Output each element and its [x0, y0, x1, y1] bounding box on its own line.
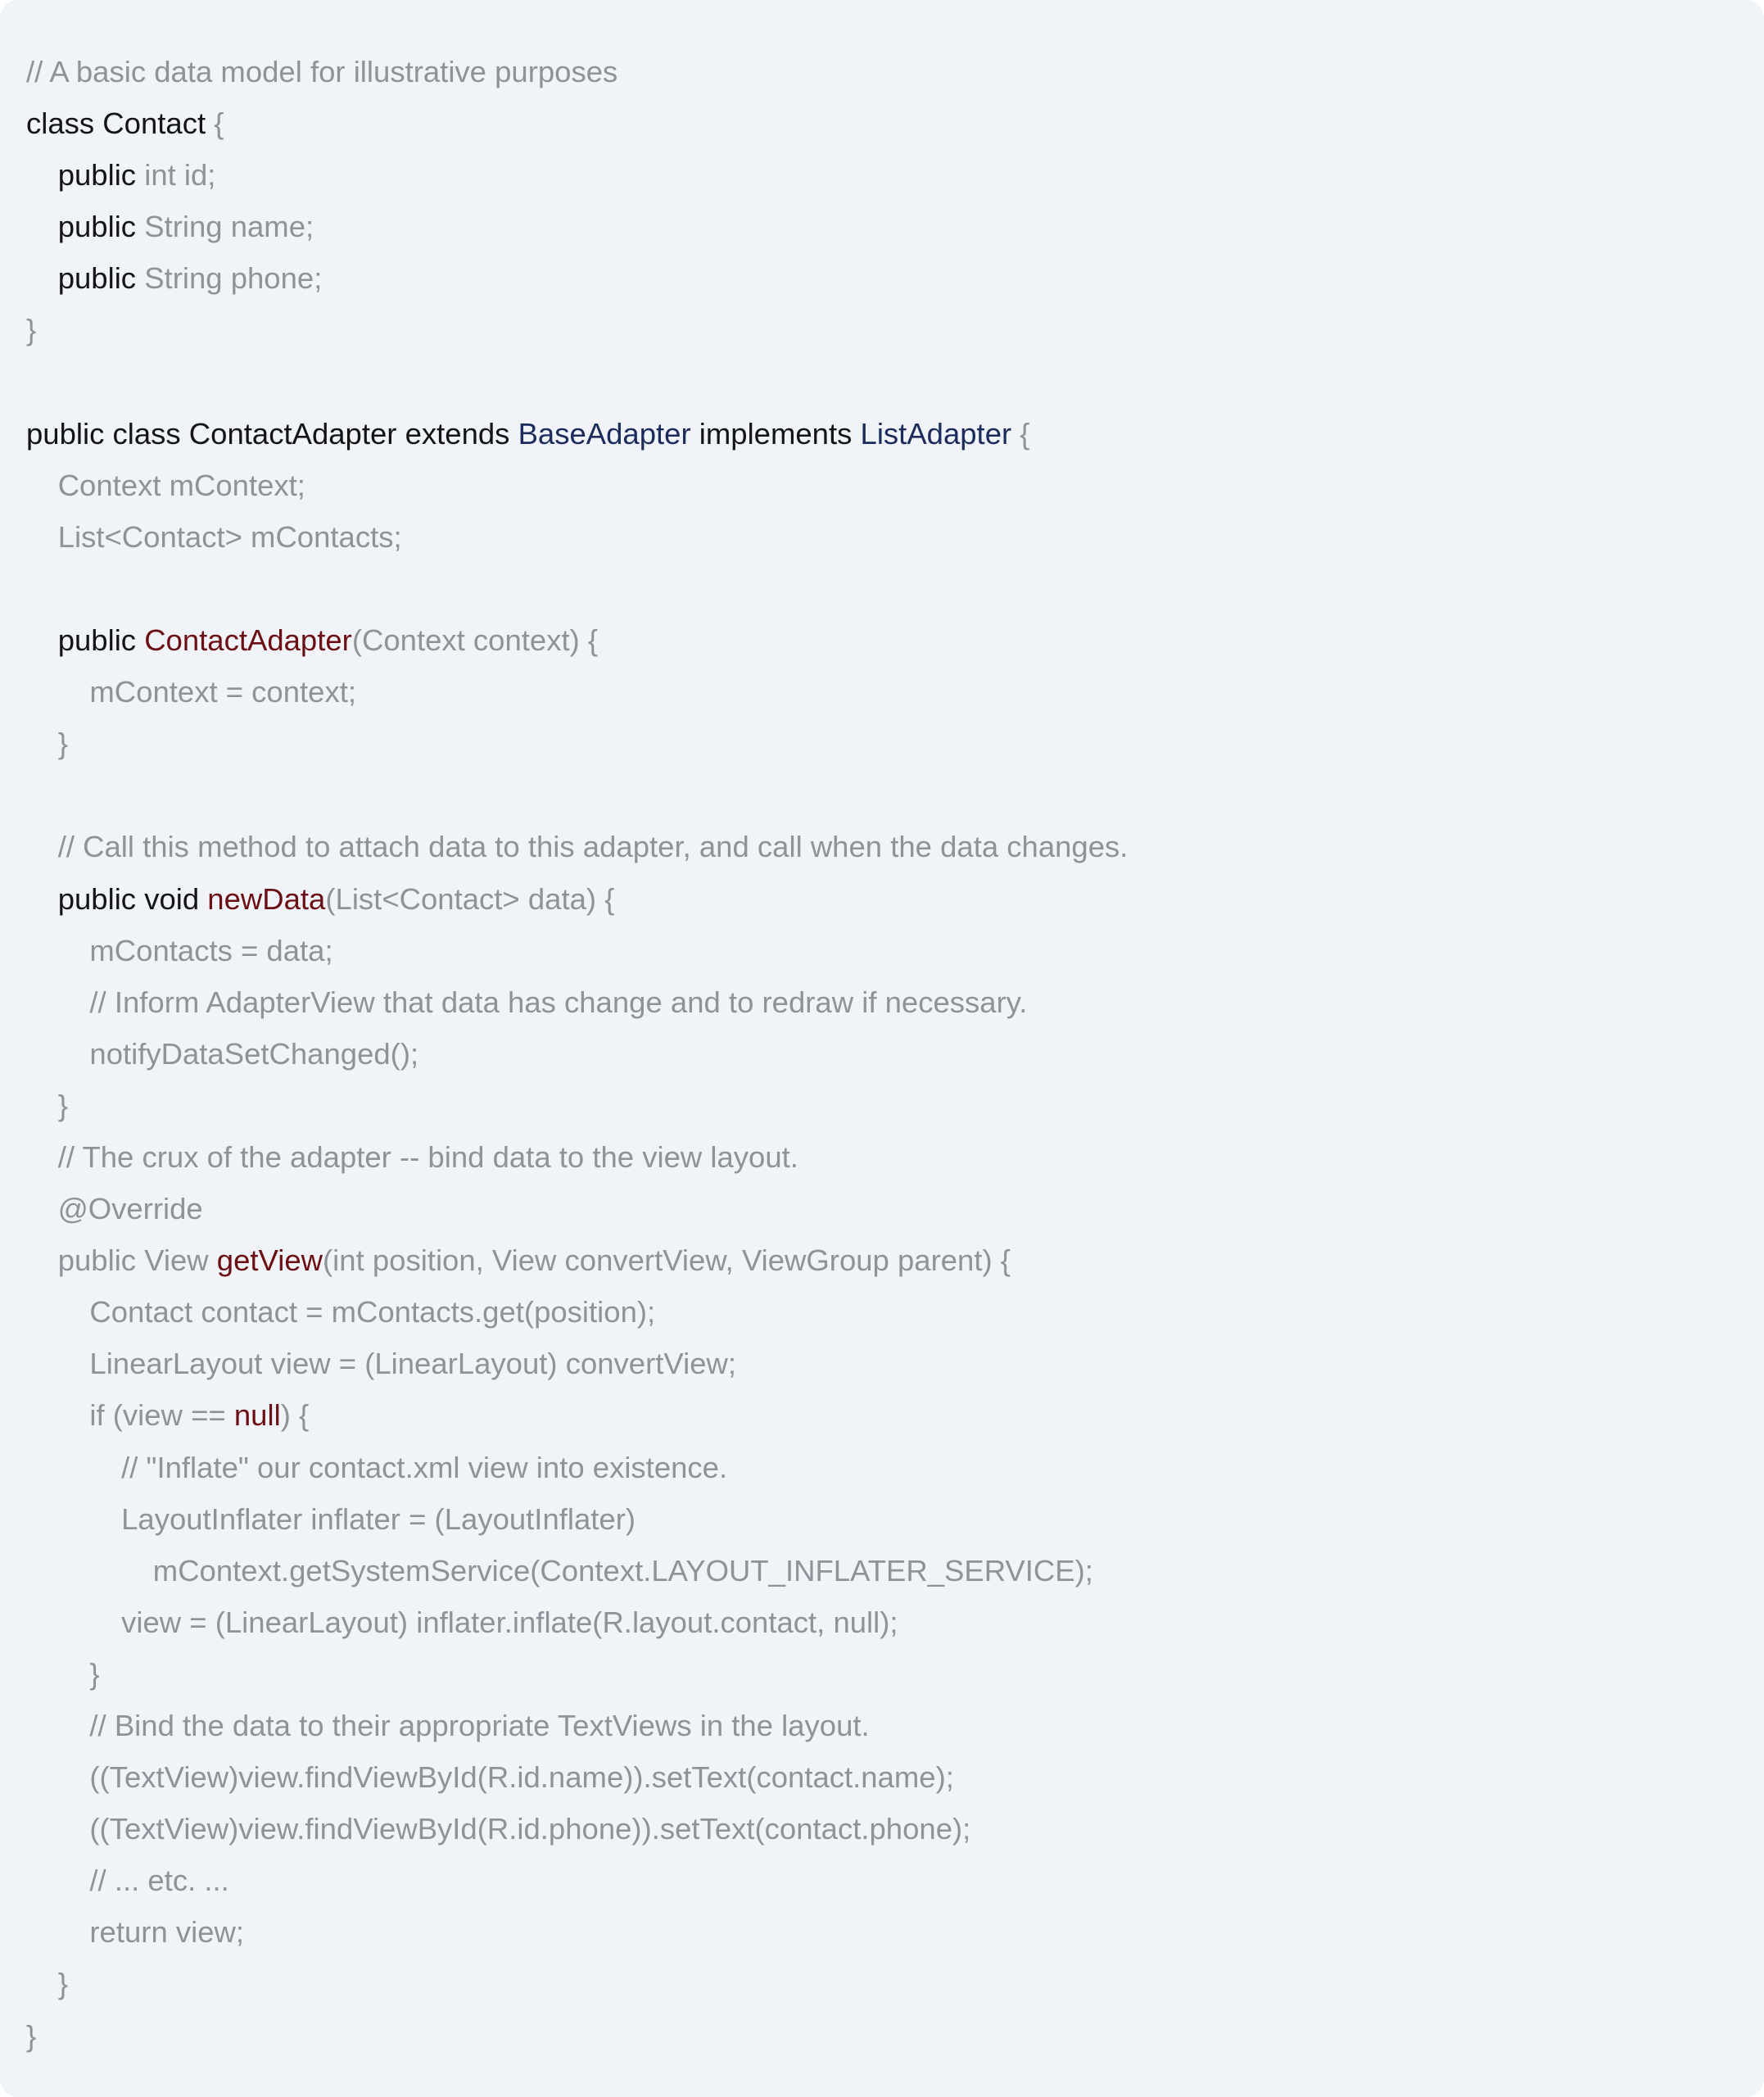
code-token: mContext = context;: [89, 675, 357, 709]
code-line: [26, 2010, 1764, 2062]
code-lines: [26, 46, 1764, 2062]
code-line: [26, 1183, 1764, 1234]
code-line: [26, 614, 1764, 666]
code-token: newData: [207, 881, 326, 916]
code-token: ListAdapter: [860, 416, 1012, 451]
code-token: // The crux of the adapter -- bind data to the view layout.: [57, 1139, 798, 1174]
code-token: int id;: [136, 158, 216, 192]
code-token: public: [57, 158, 137, 192]
code-line: [26, 356, 1764, 408]
code-line: [26, 976, 1764, 1028]
code-line: [26, 563, 1764, 614]
code-token: (Context context) {: [351, 623, 599, 658]
code-token: LayoutInflater inflater = (LayoutInflater): [121, 1501, 636, 1536]
code-line: [26, 1648, 1764, 1700]
code-token: mContext.getSystemService(Context.LAYOUT_INFLATER_SERVICE);: [152, 1553, 1093, 1587]
code-token: }: [89, 1656, 100, 1691]
code-token: // Bind the data to their appropriate TextViews in the layout.: [89, 1709, 870, 1742]
code-line: [26, 1700, 1764, 1751]
code-line: [26, 511, 1764, 563]
code-line: [26, 201, 1764, 252]
code-token: class Contact: [26, 106, 206, 141]
code-line: [26, 1855, 1764, 1906]
code-token: }: [57, 1088, 68, 1122]
code-token: ((TextView)view.findViewById(R.id.phone)).setText(contact.phone);: [89, 1812, 971, 1846]
code-token: public void: [57, 881, 208, 916]
code-line: [26, 1597, 1764, 1648]
code-token: LinearLayout view = (LinearLayout) convertView;: [89, 1347, 736, 1381]
code-line: [26, 97, 1764, 149]
code-token: }: [26, 2018, 37, 2053]
code-token: (int position, View convertView, ViewGroup parent) {: [323, 1243, 1011, 1278]
code-token: }: [57, 727, 68, 761]
code-token: ContactAdapter: [144, 623, 352, 658]
code-token: view = (LinearLayout) inflater.inflate(R.layout.contact, null);: [121, 1605, 898, 1639]
code-token: public View: [57, 1243, 217, 1278]
code-line: [26, 873, 1764, 925]
code-token: getView: [216, 1243, 323, 1278]
code-token: public: [57, 210, 137, 244]
code-line: [26, 666, 1764, 718]
code-line: [26, 149, 1764, 201]
code-token: ) {: [280, 1398, 310, 1433]
code-token: // A basic data model for illustrative purposes: [26, 55, 618, 88]
code-line: [26, 1080, 1764, 1131]
code-token: null: [233, 1398, 281, 1433]
code-token: mContacts = data;: [89, 933, 333, 967]
code-line: [26, 718, 1764, 769]
code-token: // Call this method to attach data to this adapter, and call when the data changes.: [57, 830, 1129, 864]
code-line: [26, 821, 1764, 872]
code-token: // "Inflate" our contact.xml view into existence.: [121, 1450, 728, 1484]
code-line: [26, 925, 1764, 976]
code-line: [26, 1545, 1764, 1597]
code-line: [26, 46, 1764, 97]
code-token: BaseAdapter: [518, 416, 691, 451]
code-token: public: [57, 623, 145, 658]
code-token: String phone;: [136, 261, 323, 296]
code-line: [26, 1958, 1764, 2009]
code-line: [26, 1234, 1764, 1286]
code-token: notifyDataSetChanged();: [89, 1036, 419, 1071]
code-line: [26, 304, 1764, 356]
code-token: }: [26, 313, 37, 347]
code-token: {: [1011, 416, 1030, 451]
code-line: [26, 408, 1764, 460]
code-line: [26, 1906, 1764, 1958]
code-line: [26, 1028, 1764, 1080]
code-token: List<Contact> mContacts;: [57, 519, 402, 554]
code-token: {: [206, 106, 224, 141]
code-line: [26, 1389, 1764, 1441]
code-line: [26, 1751, 1764, 1803]
code-token: // ... etc. ...: [89, 1864, 229, 1898]
code-line: [26, 1338, 1764, 1389]
code-token: if (view ==: [89, 1398, 234, 1433]
code-line: [26, 460, 1764, 511]
code-token: Contact contact = mContacts.get(position);: [89, 1295, 656, 1329]
code-line: [26, 252, 1764, 304]
code-token: public: [57, 261, 137, 296]
code-line: [26, 769, 1764, 821]
code-token: return view;: [89, 1915, 245, 1950]
code-token: String name;: [136, 210, 314, 244]
code-token: Context mContext;: [57, 468, 305, 502]
code-line: [26, 1286, 1764, 1338]
code-line: [26, 1493, 1764, 1545]
code-token: @Override: [57, 1192, 203, 1226]
code-line: [26, 1442, 1764, 1493]
code-token: }: [57, 1967, 68, 2001]
code-line: [26, 1131, 1764, 1183]
code-token: ((TextView)view.findViewById(R.id.name)).setText(contact.name);: [89, 1760, 954, 1795]
code-token: (List<Contact> data) {: [325, 881, 615, 916]
code-token: implements: [690, 416, 861, 451]
code-token: public class ContactAdapter extends: [26, 416, 518, 451]
code-line: [26, 1803, 1764, 1855]
code-token: // Inform AdapterView that data has change and to redraw if necessary.: [89, 985, 1028, 1019]
